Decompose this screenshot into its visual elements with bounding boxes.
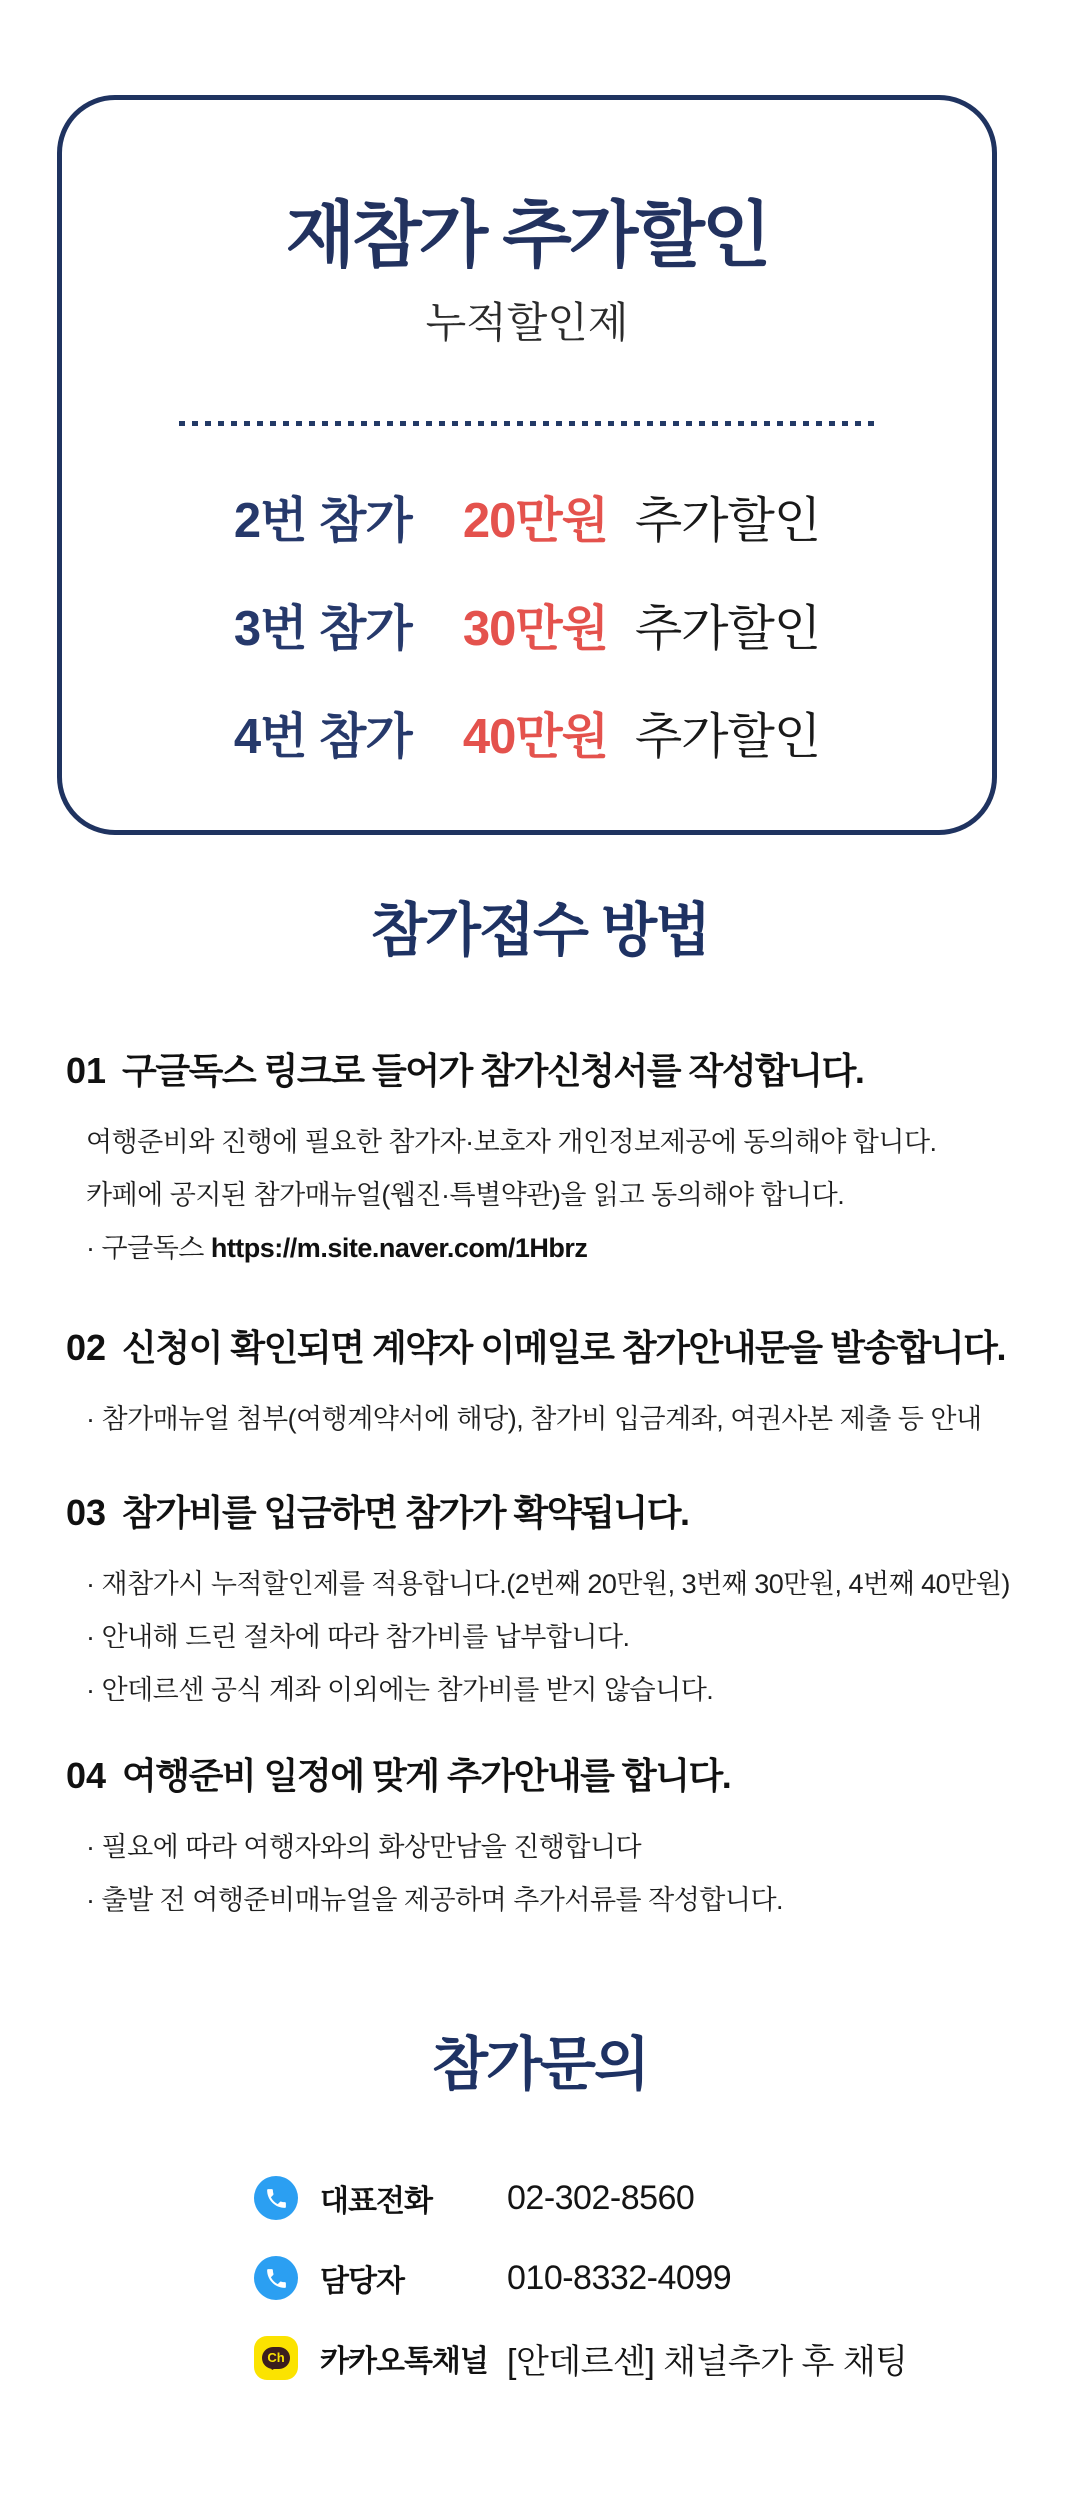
discount-card-title: 재참가 추가할인 bbox=[285, 196, 769, 276]
contact-row-main-phone bbox=[254, 2176, 908, 2220]
step-body-line bbox=[86, 1222, 1026, 1275]
discount-amount: 20만원 bbox=[462, 494, 608, 548]
main-phone-number: 02-302-8560 bbox=[507, 2178, 695, 2217]
step-body-line: · 참가매뉴얼 첨부(여행계약서에 해당), 참가비 입금계좌, 여권사본 제출 등 안내 bbox=[86, 1404, 982, 1434]
step-03 bbox=[66, 1490, 1026, 1717]
discount-label: 추가할인 bbox=[634, 710, 821, 764]
step-02-body bbox=[66, 1393, 1026, 1446]
step-04 bbox=[66, 1753, 1026, 1927]
step-02-title bbox=[66, 1325, 1026, 1371]
step-body-line: · 안데르센 공식 계좌 이외에는 참가비를 받지 않습니다. bbox=[86, 1675, 714, 1705]
step-04-body bbox=[66, 1821, 1026, 1927]
dotted-divider bbox=[179, 421, 875, 426]
discount-amount: 30만원 bbox=[462, 602, 608, 656]
step-01-title bbox=[66, 1048, 1026, 1094]
contact-heading: 참가문의 bbox=[431, 2032, 649, 2097]
registration-heading: 참가접수 방법 bbox=[370, 898, 710, 963]
step-number: 01 bbox=[66, 1050, 107, 1091]
step-body-line: · 필요에 따라 여행자와의 화상만남을 진행합니다 bbox=[86, 1832, 642, 1862]
google-docs-link-prefix: · 구글독스 bbox=[86, 1233, 211, 1263]
contact-list bbox=[254, 2176, 908, 2416]
step-body-line: · 안내해 드린 절차에 따라 참가비를 납부합니다. bbox=[86, 1622, 630, 1652]
step-body-line: · 재참가시 누적할인제를 적용합니다.(2번째 20만원, 3번째 30만원, 4번째 40만원) bbox=[86, 1569, 1010, 1599]
kakao-ch-text: Ch bbox=[267, 2350, 285, 2365]
discount-card-subtitle: 누적할인제 bbox=[425, 299, 629, 346]
step-title-text: 여행준비 일정에 맞게 추가안내를 합니다. bbox=[122, 1755, 731, 1796]
participation-count: 4번 참가 bbox=[233, 710, 412, 764]
registration-steps bbox=[66, 1048, 1026, 1927]
kakao-speech-bubble bbox=[262, 2347, 290, 2369]
google-docs-link[interactable]: https://m.site.naver.com/1Hbrz bbox=[210, 1233, 588, 1263]
step-01-body bbox=[66, 1116, 1026, 1275]
participation-count: 2번 참가 bbox=[233, 494, 412, 548]
step-body-line: · 출발 전 여행준비매뉴얼을 제공하며 추가서류를 작성합니다. bbox=[86, 1885, 784, 1915]
discount-label: 추가할인 bbox=[634, 602, 821, 656]
step-number: 03 bbox=[66, 1492, 107, 1533]
contact-row-kakao-channel bbox=[254, 2336, 908, 2380]
step-title-text: 신청이 확인되면 계약자 이메일로 참가안내문을 발송합니다. bbox=[122, 1327, 1005, 1368]
discount-row bbox=[62, 463, 992, 571]
kakao-channel-icon bbox=[254, 2336, 298, 2380]
step-title-text: 구글독스 링크로 들어가 참가신청서를 작성합니다. bbox=[122, 1050, 864, 1091]
step-03-body bbox=[66, 1558, 1026, 1717]
contact-label: 카카오톡채널 bbox=[320, 2345, 488, 2378]
step-body-line: 여행준비와 진행에 필요한 참가자·보호자 개인정보제공에 동의해야 합니다. bbox=[86, 1127, 937, 1157]
discount-label: 추가할인 bbox=[634, 494, 821, 548]
step-01 bbox=[66, 1048, 1026, 1275]
phone-icon bbox=[254, 2256, 298, 2300]
manager-phone-number: 010-8332-4099 bbox=[507, 2258, 732, 2297]
contact-label: 대표전화 bbox=[320, 2185, 432, 2218]
discount-card bbox=[57, 95, 997, 835]
kakao-channel-info: [안데르센] 채널추가 후 채팅 bbox=[507, 2342, 908, 2381]
phone-icon bbox=[254, 2176, 298, 2220]
step-title-text: 참가비를 입금하면 참가가 확약됩니다. bbox=[122, 1492, 689, 1533]
step-03-title bbox=[66, 1490, 1026, 1536]
step-02 bbox=[66, 1325, 1026, 1446]
discount-rows bbox=[62, 463, 992, 787]
step-number: 02 bbox=[66, 1327, 107, 1368]
step-number: 04 bbox=[66, 1755, 107, 1796]
contact-row-manager-phone bbox=[254, 2256, 908, 2300]
participation-count: 3번 참가 bbox=[233, 602, 412, 656]
discount-amount: 40만원 bbox=[462, 710, 608, 764]
contact-label: 담당자 bbox=[320, 2265, 404, 2298]
step-04-title bbox=[66, 1753, 1026, 1799]
step-body-line: 카페에 공지된 참가매뉴얼(웹진·특별약관)을 읽고 동의해야 합니다. bbox=[86, 1180, 845, 1210]
discount-row bbox=[62, 571, 992, 679]
discount-row bbox=[62, 679, 992, 787]
